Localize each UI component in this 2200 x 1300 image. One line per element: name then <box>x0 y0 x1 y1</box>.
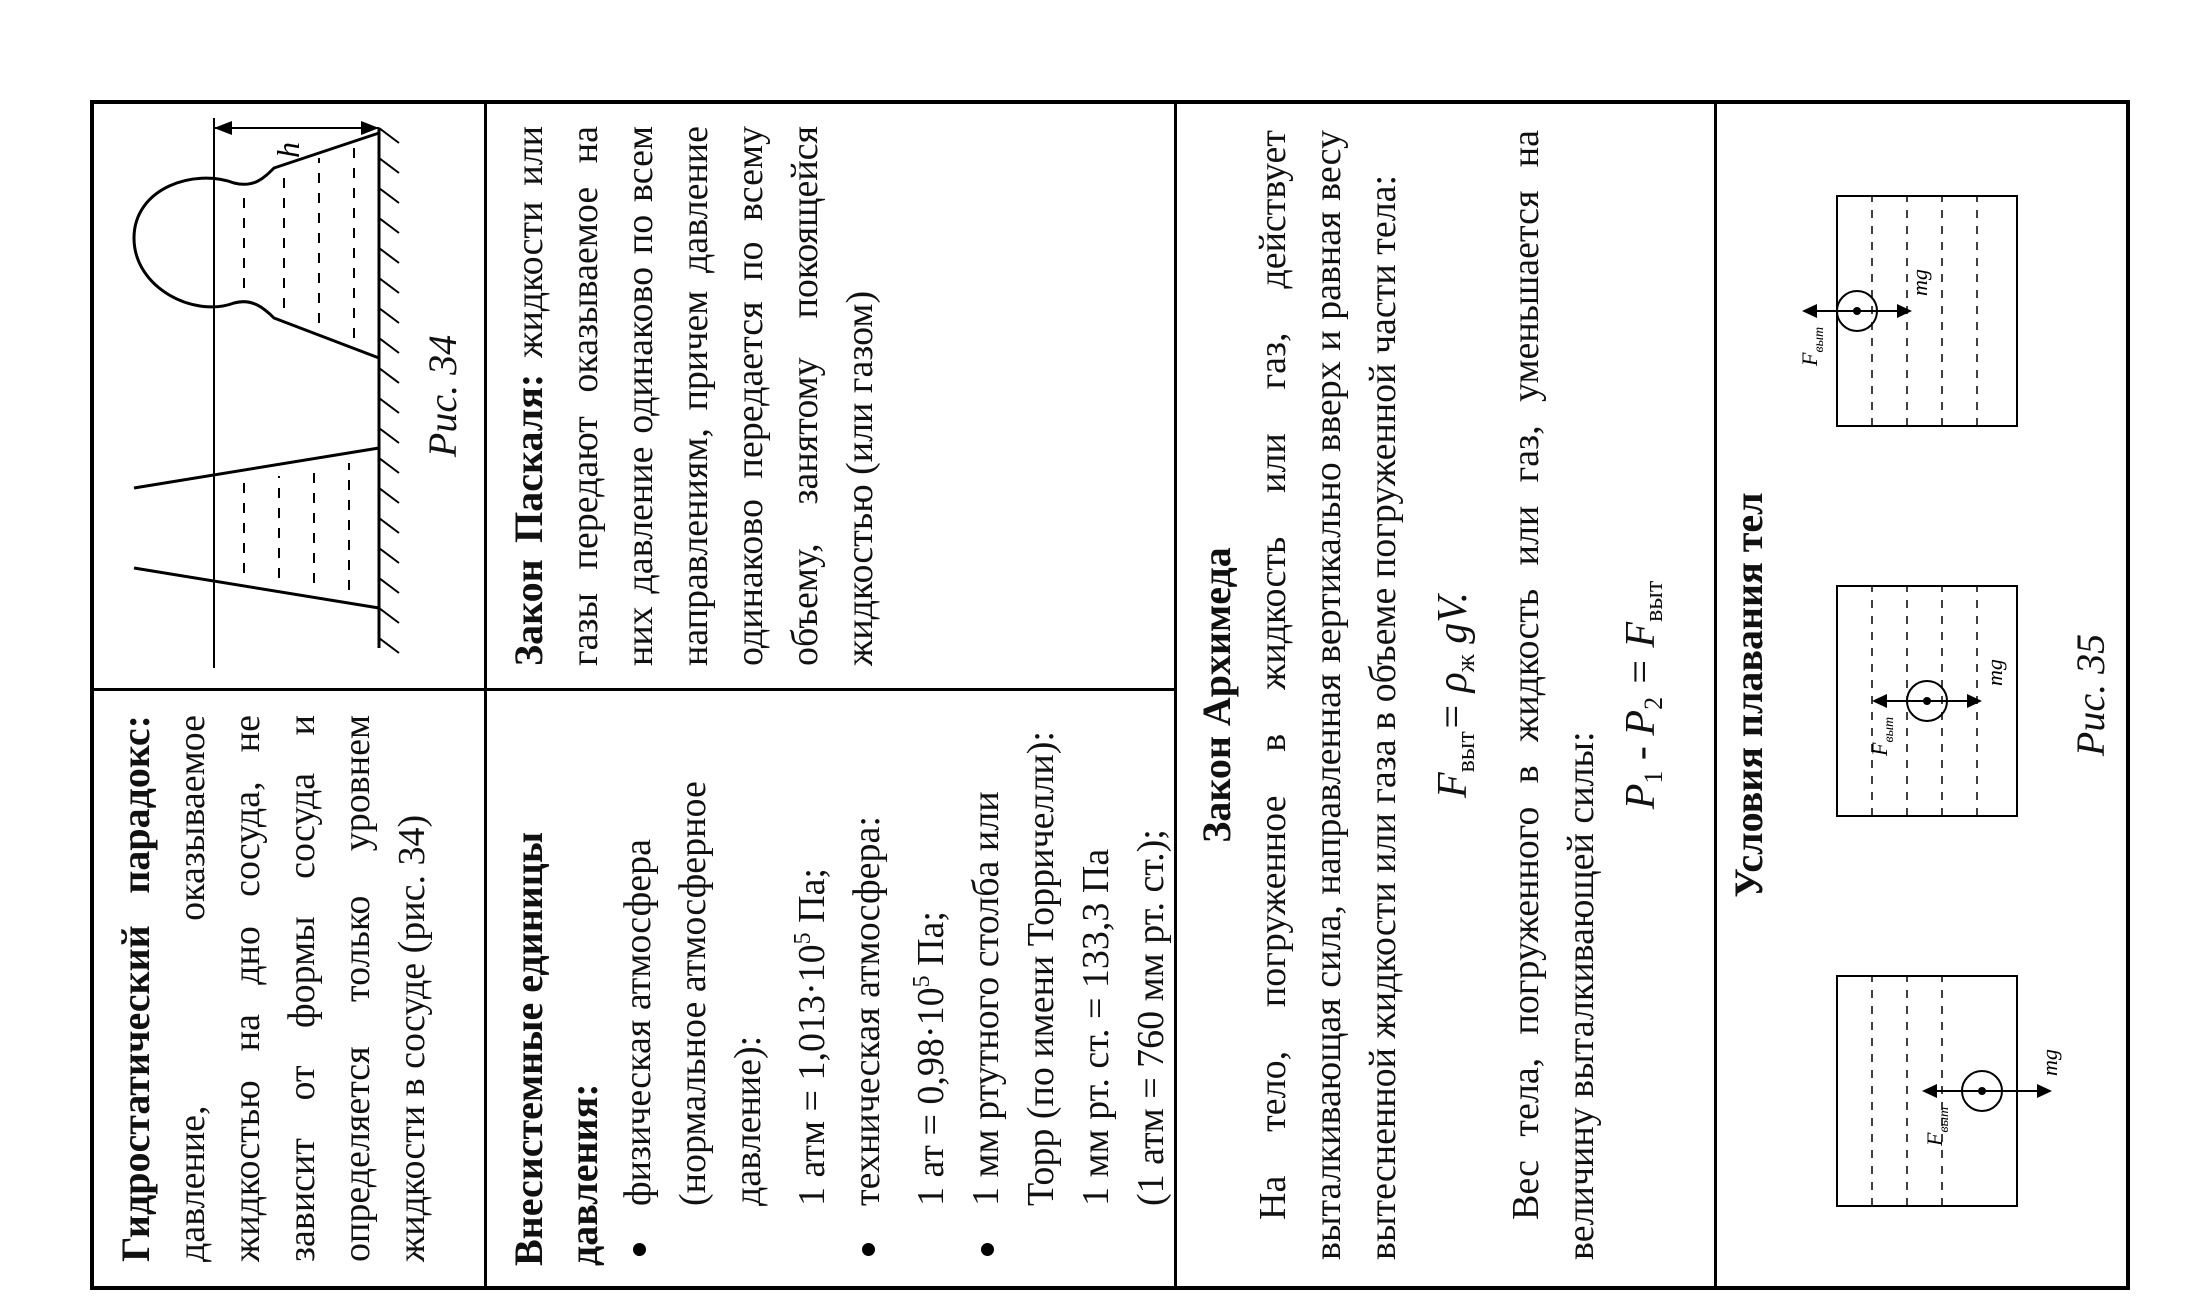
list-item: физическая атмосфера (нормальное атмосферное давление): <box>611 711 776 1266</box>
hydrostatic-vessels-drawing <box>94 108 414 688</box>
pascal-title: Закон Паскаля: <box>506 373 551 666</box>
archimedes-title: Закон Архимеда <box>1194 547 1239 843</box>
gravity-label: mg <box>2037 1049 2062 1076</box>
floating-section <box>1714 104 2126 1286</box>
page-frame <box>90 100 2130 1290</box>
pascal-body: жидкости или газы передают оказываемое на них давление одинаково по всем направлениям, причем давление одинаково передается по всему объему, занятому покоящейся жидкостью (или газом) <box>509 126 881 666</box>
pressure-units-section <box>484 691 1174 1286</box>
figure-34 <box>94 104 484 691</box>
paradox-body: давление, оказываемое жидкостью на дно сосуда, не зависит от формы сосуда и определяется только уровнем жидкости в сосуде (рис. 34) <box>171 715 433 1262</box>
buoyant-force-label: $F_{выт}$ <box>1922 1106 1952 1146</box>
figure-35-caption: Рис. 35 <box>2068 633 2113 757</box>
gravity-label: mg <box>1982 659 2007 686</box>
floating-body-diagram <box>1797 196 2017 426</box>
list-item: (1 атм = 760 мм рт. ст.); <box>1130 829 1172 1206</box>
list-item: 1 мм ртутного столба или Торр (по имени Торричелли): <box>959 711 1069 1266</box>
figure-34-caption: Рис. 34 <box>420 334 465 458</box>
archimedes-formula: $F_{выт}= \rho_ж$ gV. <box>1430 592 1480 798</box>
list-item: техническая атмосфера: <box>840 711 895 1266</box>
units-title: Внесистемные единицы давления: <box>506 831 606 1266</box>
buoyant-force-label: $F_{выт}$ <box>1867 716 1897 756</box>
floating-title: Условия плавания тел <box>1726 492 1771 898</box>
pascal-law-section <box>484 104 1174 691</box>
paradox-section <box>94 691 484 1286</box>
paradox-title: Гидростатический парадокс: <box>113 715 158 1262</box>
list-item: 1 атм = $1,013\cdot 10^5$ Па; <box>790 868 833 1206</box>
weight-formula: $P_1 - P_2 = F_{выт}$ <box>1618 580 1668 810</box>
gravity-label: mg <box>1907 269 1932 296</box>
archimedes-text: На тело, погруженное в жидкость или газ, действует выталкивающая сила, направленная вертикально вверх и равная весу вытесненной жидкости или газа в объеме погруженной части тела: <box>1252 130 1404 1260</box>
list-item: 1 ат = $0,98\cdot 10^5$ Па; <box>909 911 952 1206</box>
height-label: h <box>270 142 306 158</box>
weight-text: Вес тела, погруженного в жидкость или газ, уменьшается на величину выталкивающей силы: <box>1505 130 1602 1260</box>
suspended-body-diagram <box>1837 586 2017 816</box>
units-list <box>611 711 776 1266</box>
buoyant-force-label: $F_{выт}$ <box>1797 326 1827 366</box>
list-item: 1 мм рт. ст. = 133,3 Па <box>1075 848 1117 1206</box>
sinking-body-diagram <box>1837 976 2062 1206</box>
archimedes-section <box>1174 104 1714 1286</box>
floating-conditions-drawing <box>1777 104 2077 1286</box>
